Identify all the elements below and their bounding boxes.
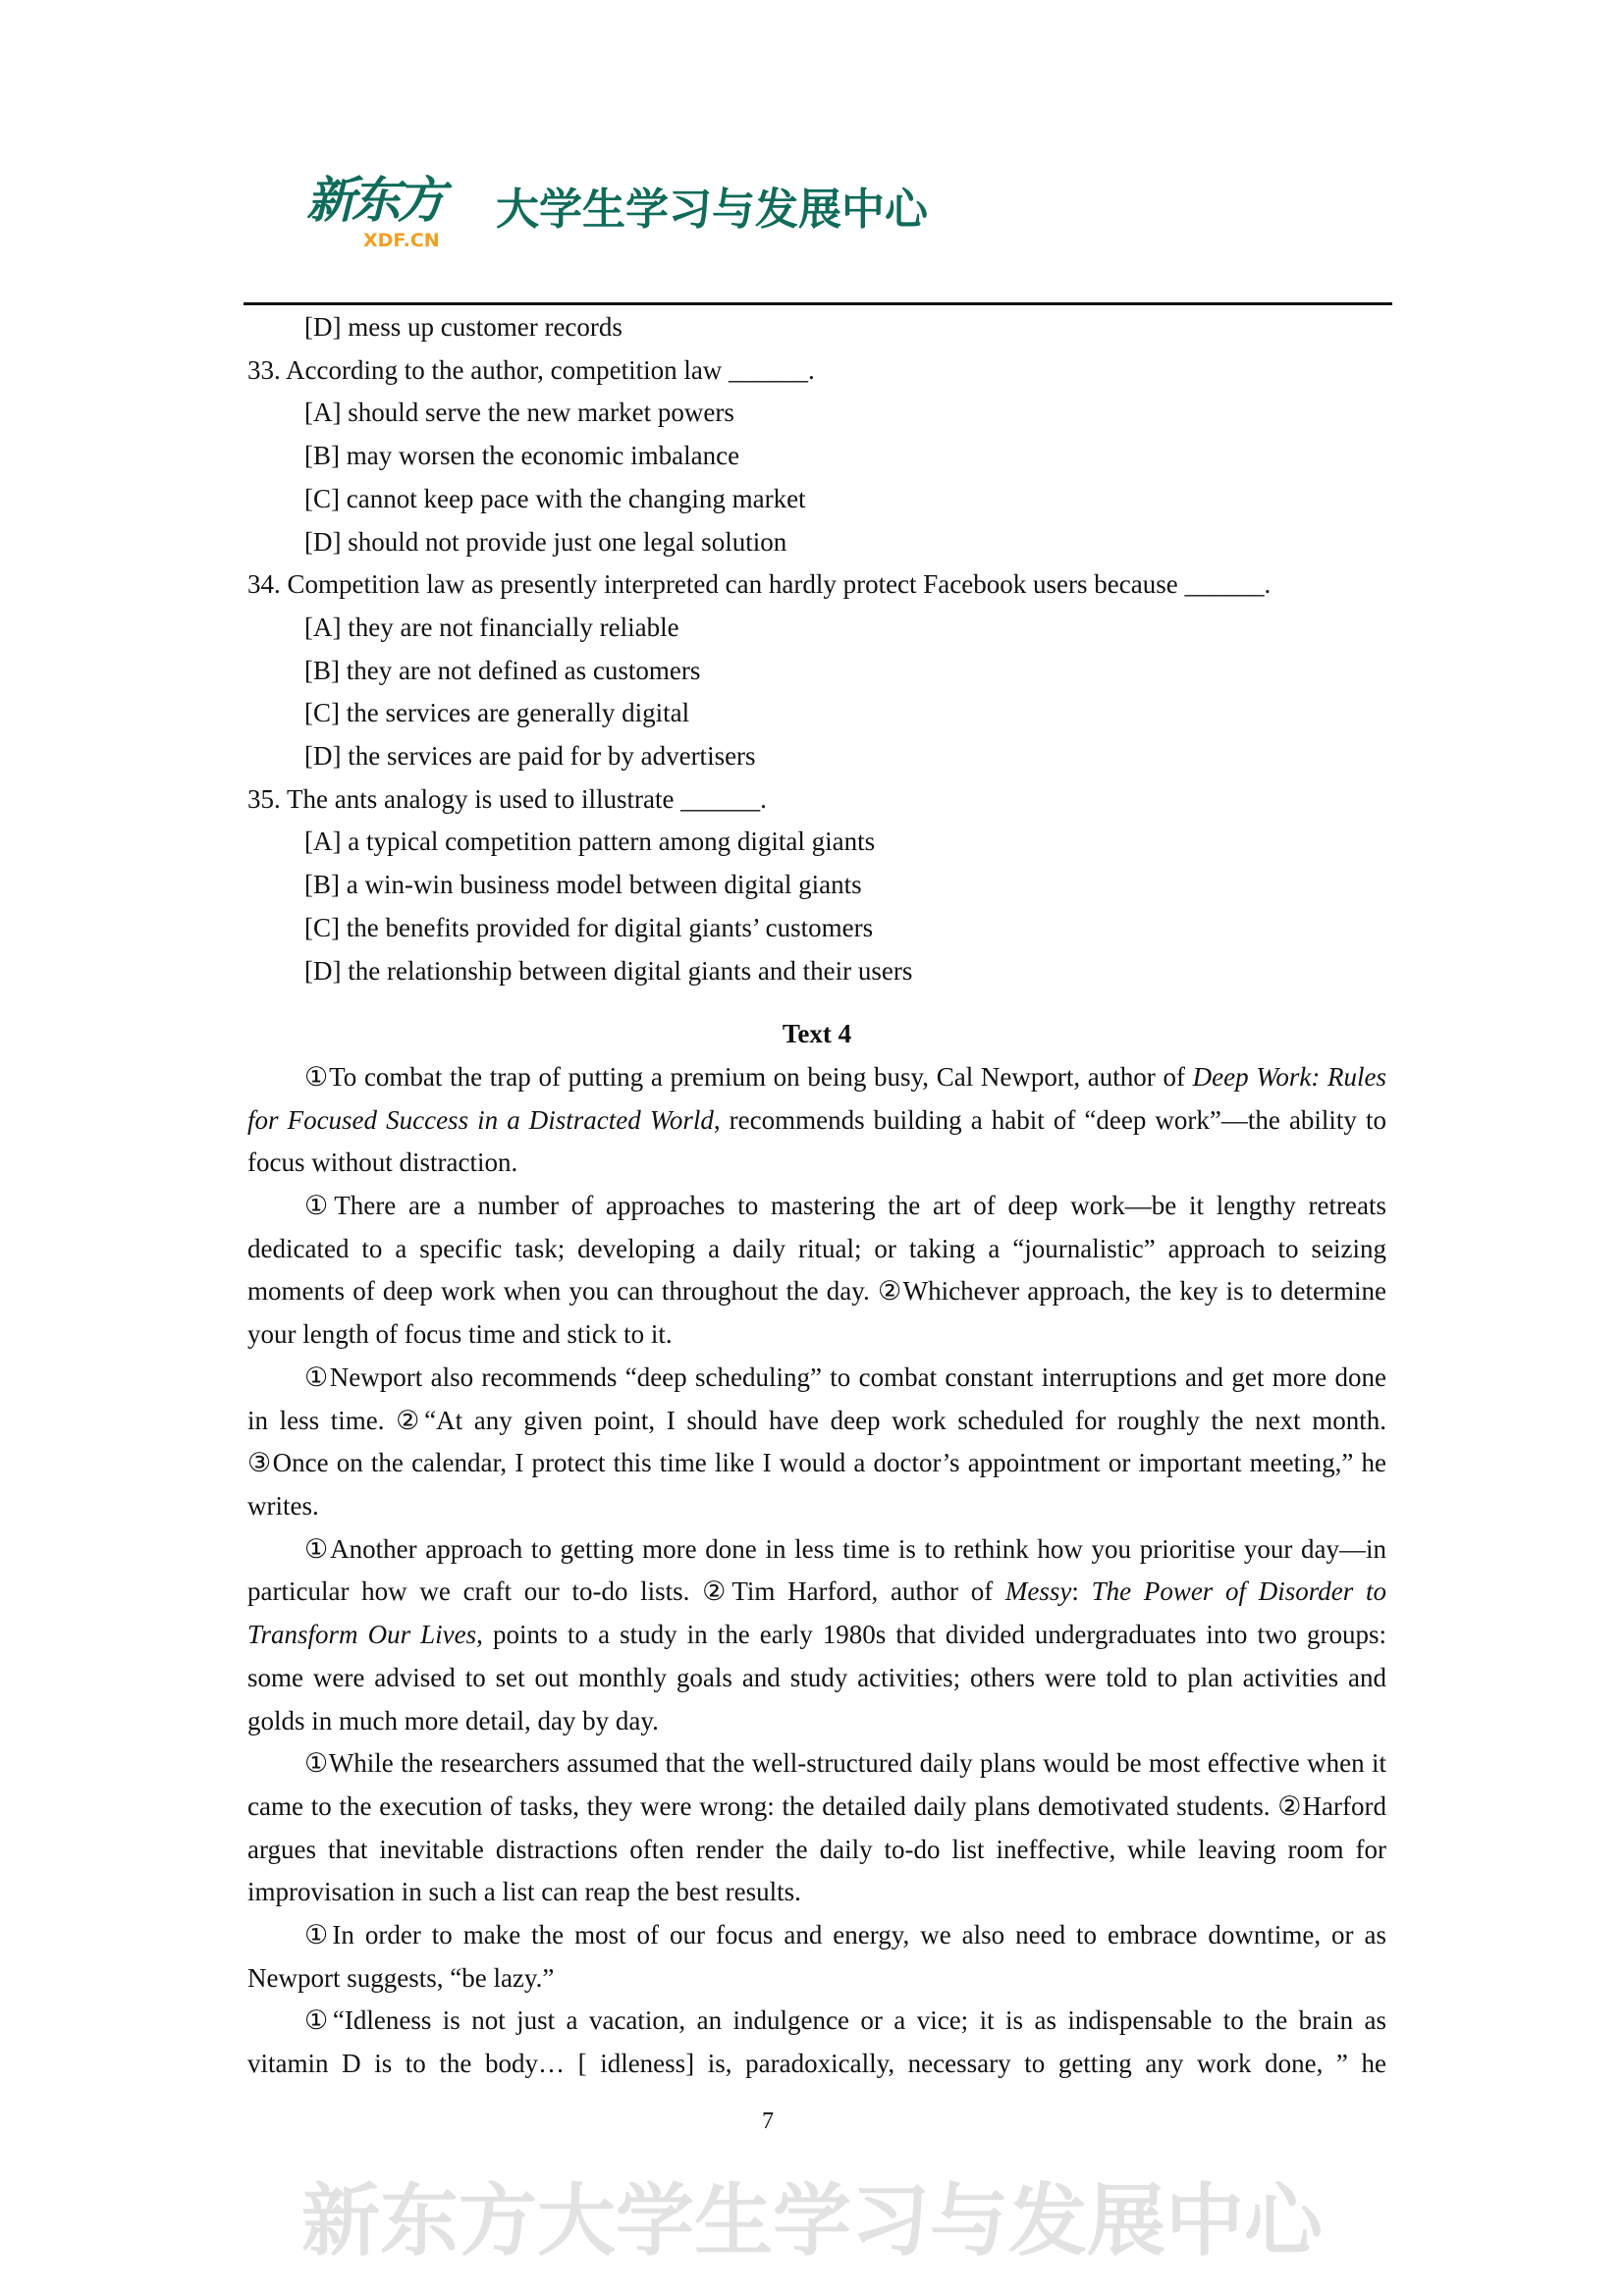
question-stem: 35. The ants analogy is used to illustrate ______. bbox=[247, 783, 767, 814]
paragraph bbox=[247, 1185, 1386, 1357]
answer-option: [D] the services are paid for by advertisers bbox=[304, 741, 756, 772]
page-content bbox=[247, 306, 1386, 2086]
paragraph bbox=[247, 1056, 1386, 1185]
italic-title: Deep Work: Rules for Focused Success in a Distracted World bbox=[247, 1061, 1386, 1135]
text-run: , points to a study in the early 1980s that divided undergraduates into two groups: some were advised to set out monthly goals and study activities; others were told to plan activities and golds in much more detail, day by day. bbox=[247, 1620, 1387, 1735]
answer-option: [A] should serve the new market powers bbox=[304, 398, 734, 428]
answer-option: [A] they are not financially reliable bbox=[304, 612, 679, 642]
paragraph bbox=[247, 1742, 1386, 1914]
paragraph bbox=[247, 1914, 1386, 2000]
passage bbox=[247, 1056, 1386, 2086]
header-divider bbox=[244, 302, 1392, 305]
logo-chinese: 新东方 bbox=[306, 172, 442, 229]
text-run: ①Newport also recommends “deep scheduling” to combat constant interruptions and get more done in less time. ②“At any given point, I should have deep work scheduled for roughly the next month. ③Once on the calendar, I protect this time like I would a doctor’s appointment or important meeting,” he writes. bbox=[247, 1362, 1386, 1521]
xdf-logo bbox=[306, 173, 473, 255]
answer-option: [D] the relationship between digital giants and their users bbox=[304, 955, 913, 986]
text-title: Text 4 bbox=[782, 1019, 852, 1049]
header-center-name: 大学生学习与发展中心 bbox=[496, 185, 928, 235]
text-run: ①There are a number of approaches to mastering the art of deep work—be it lengthy retreats dedicated to a specific task; developing a daily ritual; or taking a “journalistic” approach to seizing moments of deep work when you can throughout the day. ②Whichever approach, the key is to determine your length of focus time and stick to it. bbox=[247, 1191, 1386, 1350]
logo-domain: XDF.CN bbox=[363, 230, 440, 251]
answer-option: [C] the services are generally digital bbox=[304, 698, 690, 728]
text-run: ①“Idleness is not just a vacation, an indulgence or a vice; it is as indispensable to the brain as vitamin D is to the body… [ idleness] is, paradoxically, necessary to getting any work done, ” he bbox=[247, 2005, 1386, 2079]
page-number: 7 bbox=[762, 2109, 774, 2134]
watermark: 新东方大学生学习与发展中心 bbox=[301, 2175, 1323, 2267]
answer-option: [C] the benefits provided for digital giants’ customers bbox=[304, 912, 874, 942]
text-run: ①Another approach to getting more done in less time is to rethink how you prioritise your day—in particular how we craft our to-do lists. ②Tim Harford, author of bbox=[247, 1533, 1386, 1607]
answer-option: [C] cannot keep pace with the changing market bbox=[304, 483, 806, 513]
answer-option: [B] may worsen the economic imbalance bbox=[304, 441, 740, 471]
answer-option: [B] they are not defined as customers bbox=[304, 655, 701, 685]
paragraph bbox=[247, 2000, 1386, 2085]
text-run: ①In order to make the most of our focus and energy, we also need to embrace downtime, or as Newport suggests, “be lazy.” bbox=[247, 1920, 1386, 1993]
answer-option: [B] a win-win business model between digital giants bbox=[304, 870, 862, 900]
italic-title: Messy bbox=[1004, 1576, 1072, 1607]
answer-option: [A] a typical competition pattern among digital giants bbox=[304, 827, 876, 857]
text-run: , recommends building a habit of “deep work”—the ability to focus without distraction. bbox=[247, 1104, 1386, 1178]
question-stem: 33. According to the author, competition law ______. bbox=[247, 354, 815, 385]
paragraph bbox=[247, 1528, 1386, 1743]
italic-title: The Power of Disorder to Transform Our Lives bbox=[247, 1576, 1386, 1650]
answer-option: [D] should not provide just one legal solution bbox=[304, 526, 787, 557]
paragraph bbox=[247, 1357, 1386, 1528]
question-stem: 34. Competition law as presently interpreted can hardly protect Facebook users because ______. bbox=[247, 569, 1272, 600]
carryover-option: [D] mess up customer records bbox=[304, 312, 623, 342]
text-run: ①While the researchers assumed that the well-structured daily plans would be most effective when it came to the execution of tasks, they were wrong: the detailed daily plans demotivated students. ②Harford argues that inevitable distractions often render the daily to-do list ineffective, while leaving room for improvisation in such a list can reap the best results. bbox=[247, 1748, 1386, 1907]
text-run: ①To combat the trap of putting a premium on being busy, Cal Newport, author of bbox=[304, 1061, 1193, 1092]
question-list bbox=[247, 349, 1386, 993]
text-run: : bbox=[1071, 1576, 1092, 1607]
